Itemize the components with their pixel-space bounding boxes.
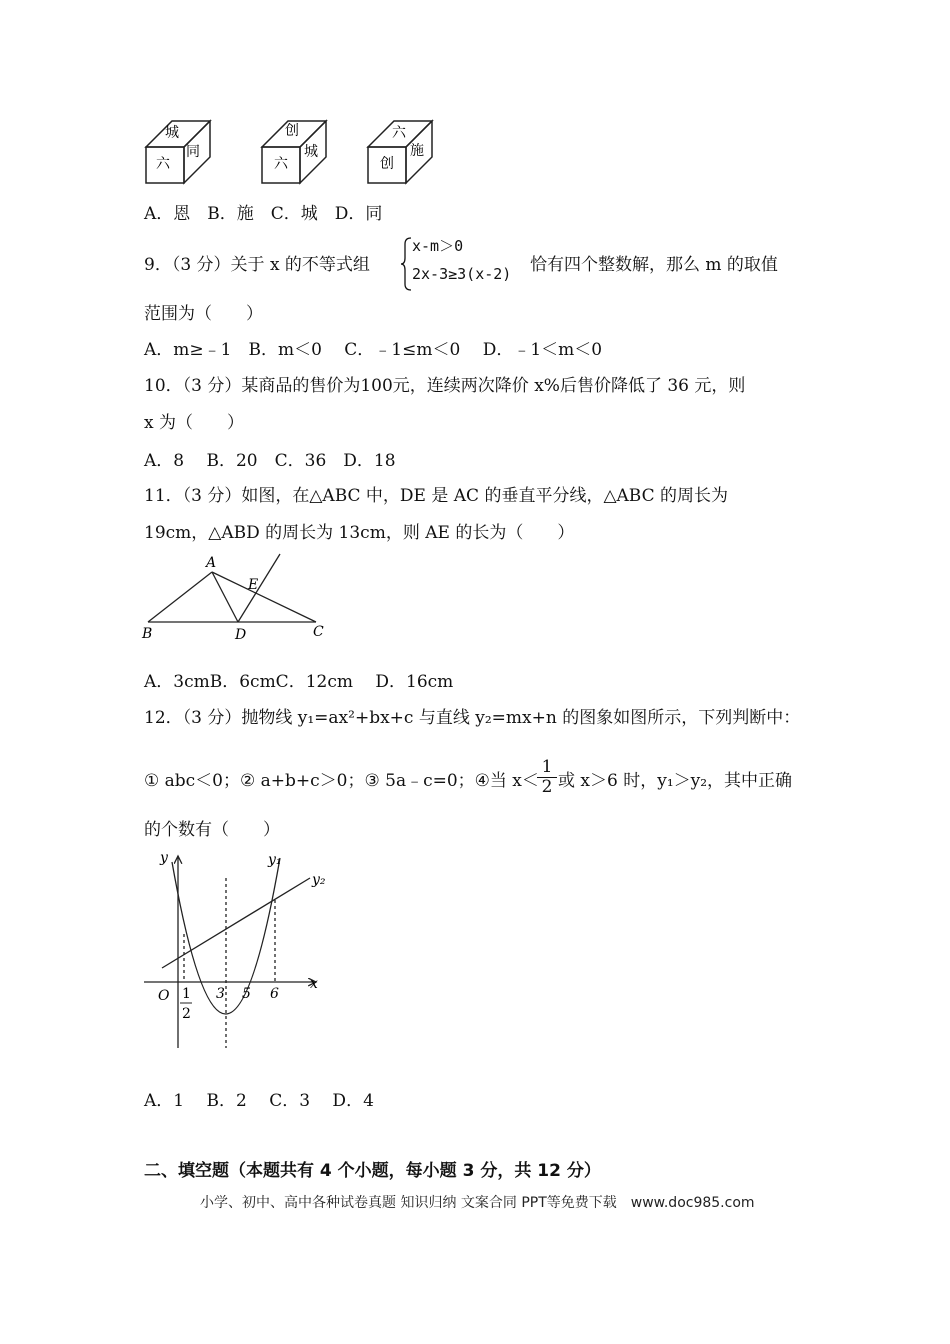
cube-1-side: 同 [186, 144, 200, 160]
q12-options: A．1 B．2 C．3 D．4 [144, 1091, 374, 1111]
label-c: C [313, 624, 324, 640]
q12-line1: 12．（3 分）抛物线 y₁=ax²+bx+c 与直线 y₂=mx+n 的图象如图所示，下列判断中： [144, 708, 801, 728]
q9-stem-before: 9．（3 分）关于 x 的不等式组 [144, 255, 370, 275]
q12-frac-num: 1 [541, 757, 553, 777]
section2-title: 二、填空题（本题共有 4 个小题，每小题 3 分，共 12 分） [144, 1161, 601, 1181]
q12-line2-before: ① abc＜0；② a+b+c＞0；③ 5a﹣c=0；④当 x＜ [144, 771, 539, 791]
tick-5: 5 [242, 986, 251, 1002]
q8-options: A．恩 B．施 C．城 D．同 [144, 204, 383, 224]
tick-3: 3 [216, 986, 225, 1002]
cube-2-top: 创 [285, 123, 299, 139]
q9-brace [400, 236, 412, 292]
segment-ad [212, 572, 238, 622]
q9-stem-line2: 范围为（ ） [144, 304, 263, 324]
q10-line2: x 为（ ） [144, 413, 244, 433]
graph-y-label: y [160, 850, 168, 866]
page-footer: 小学、初中、高中各种试卷真题 知识归纳 文案合同 PPT等免费下载 www.doc985.com [200, 1195, 755, 1211]
label-d: D [235, 627, 247, 643]
q11-line1: 11．（3 分）如图，在△ABC 中，DE 是 AC 的垂直平分线，△ABC 的周长为 [144, 486, 729, 506]
q9-stem-after: 恰有四个整数解，那么 m 的取值 [530, 255, 778, 275]
cube-2-front: 六 [274, 156, 288, 172]
cube-1-top: 城 [165, 125, 179, 141]
q9-options: A．m≥﹣1 B．m＜0 C．﹣1≤m＜0 D．﹣1＜m＜0 [144, 340, 603, 360]
cube-1-front: 六 [156, 156, 170, 172]
graph-x-label: x [310, 976, 318, 992]
graph-origin: O [158, 988, 170, 1004]
q12-line2-after: 或 x＞6 时，y₁＞y₂，其中正确 [558, 771, 793, 791]
cube-figures [140, 115, 440, 187]
q11-options: A．3cmB．6cmC．12cm D．16cm [144, 672, 454, 692]
q9-inequality-1: x-m＞0 [412, 237, 464, 255]
cube-3-top: 六 [392, 125, 406, 141]
tick-half-num: 1 [182, 986, 191, 1002]
q12-graph [138, 848, 338, 1058]
label-e: E [248, 577, 259, 593]
q12-frac-den: 2 [537, 777, 557, 797]
tick-6: 6 [270, 986, 279, 1002]
graph-y1-label: y₁ [268, 852, 282, 868]
label-a: A [206, 555, 217, 571]
label-b: B [142, 626, 153, 642]
cube-3-side: 施 [410, 143, 424, 159]
q12-fraction-half [537, 758, 557, 797]
q10-line1: 10．（3 分）某商品的售价为100元，连续两次降价 x%后售价降低了 36 元，则 [144, 376, 746, 396]
q9-inequality-2: 2x-3≥3(x-2) [412, 265, 512, 283]
tick-half-den: 2 [182, 1006, 191, 1022]
graph-y2-label: y₂ [312, 872, 326, 888]
q11-triangle-figure [140, 552, 340, 644]
q11-line2: 19cm，△ABD 的周长为 13cm，则 AE 的长为（ ） [144, 523, 575, 543]
segment-ab [148, 572, 212, 622]
q10-options: A．8 B．20 C．36 D．18 [144, 451, 396, 471]
cube-2-side: 城 [304, 144, 318, 160]
q12-line3: 的个数有（ ） [144, 820, 280, 840]
cube-3-front: 创 [380, 156, 394, 172]
